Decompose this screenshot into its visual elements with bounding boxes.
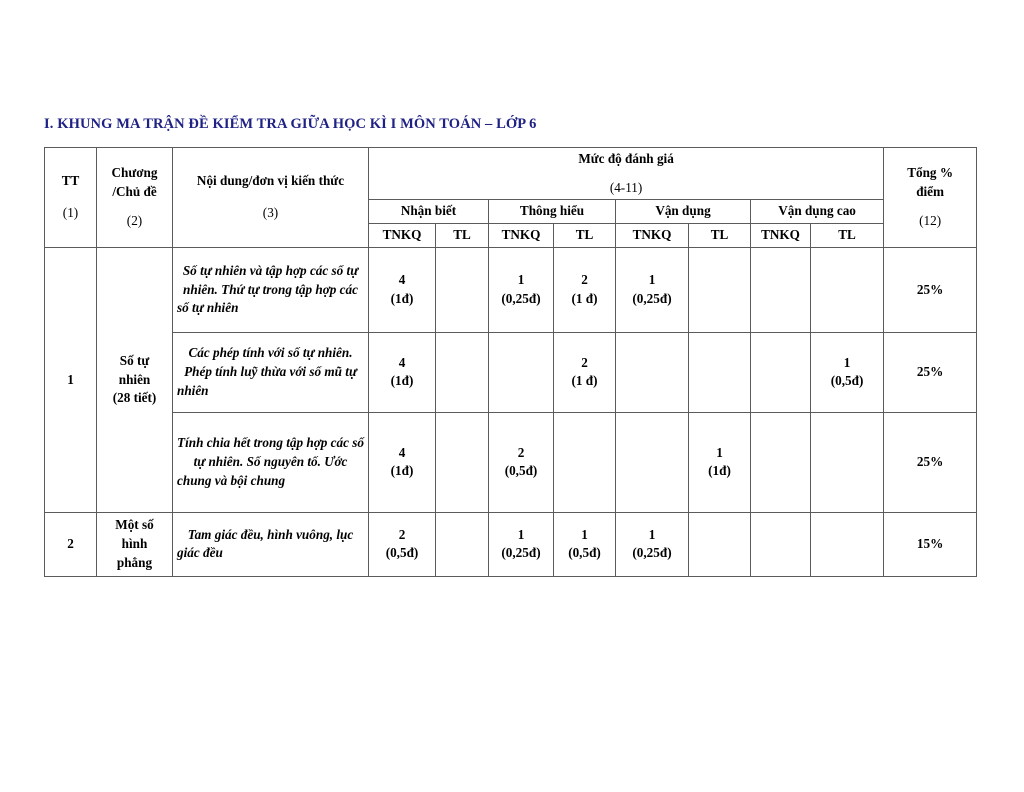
header-level-group-label: Mức độ đánh giá bbox=[578, 151, 674, 166]
row-1-cell-6 bbox=[751, 247, 811, 332]
row-2-cell-3-count: 2 bbox=[581, 354, 588, 370]
row-chapter-1 bbox=[97, 247, 173, 512]
row-3-cell-3 bbox=[554, 412, 616, 512]
row-4-cell-4-points: (0,25đ) bbox=[632, 545, 672, 561]
table-row bbox=[45, 412, 977, 512]
row-1-cell-3-count: 2 bbox=[581, 272, 588, 288]
row-content-2: Các phép tính với số tự nhiên. Phép tính luỹ thừa với số mũ tự nhiên bbox=[173, 332, 369, 412]
row-chapter-1-line1: Số tự bbox=[119, 352, 150, 368]
row-chapter-4-line3: phẳng bbox=[116, 554, 153, 570]
row-2-cell-0-points: (1đ) bbox=[390, 373, 414, 389]
row-3-percent: 25% bbox=[884, 412, 977, 512]
row-4-cell-4 bbox=[616, 512, 689, 576]
row-2-cell-0-count: 4 bbox=[398, 354, 406, 370]
row-content-1: Số tự nhiên và tập hợp các số tự nhiên. Thứ tự trong tập hợp các số tự nhiên bbox=[173, 247, 369, 332]
header-qtype-6: TNKQ bbox=[751, 224, 811, 248]
header-qtype-0: TNKQ bbox=[369, 224, 436, 248]
header-chapter-index: (2) bbox=[126, 212, 143, 228]
header-total-index: (12) bbox=[919, 212, 942, 228]
header-qtype-4: TNKQ bbox=[616, 224, 689, 248]
row-2-cell-0 bbox=[369, 332, 436, 412]
row-tt-4: 2 bbox=[45, 512, 97, 576]
row-1-percent: 25% bbox=[884, 247, 977, 332]
header-content-index: (3) bbox=[262, 205, 279, 221]
row-3-cell-6 bbox=[751, 412, 811, 512]
row-1-cell-3 bbox=[554, 247, 616, 332]
row-1-cell-7 bbox=[811, 247, 884, 332]
row-4-cell-6 bbox=[751, 512, 811, 576]
row-3-cell-2-count: 2 bbox=[517, 444, 525, 460]
row-3-cell-0 bbox=[369, 412, 436, 512]
row-2-cell-4 bbox=[616, 332, 689, 412]
row-1-cell-4-points: (0,25đ) bbox=[632, 290, 672, 306]
row-content-4: Tam giác đều, hình vuông, lục giác đều bbox=[173, 512, 369, 576]
row-chapter-4-line1: Một số bbox=[115, 517, 154, 533]
row-1-cell-2 bbox=[489, 247, 554, 332]
row-4-cell-2-count: 1 bbox=[517, 526, 525, 542]
row-4-cell-0-points: (0,5đ) bbox=[385, 545, 419, 561]
row-4-cell-3 bbox=[554, 512, 616, 576]
row-2-cell-7-points: (0,5đ) bbox=[830, 373, 864, 389]
header-level-group-index: (4-11) bbox=[609, 179, 643, 195]
row-1-cell-0-points: (1đ) bbox=[390, 290, 414, 306]
row-3-cell-4 bbox=[616, 412, 689, 512]
row-chapter-1-line3: (28 tiết) bbox=[112, 390, 157, 406]
header-total-percent bbox=[884, 148, 977, 248]
header-qtype-7: TL bbox=[811, 224, 884, 248]
row-1-cell-0 bbox=[369, 247, 436, 332]
row-1-cell-2-count: 1 bbox=[517, 272, 525, 288]
header-level-thong-hieu: Thông hiểu bbox=[489, 200, 616, 224]
row-1-cell-3-points: (1 đ) bbox=[571, 290, 598, 306]
row-1-cell-1 bbox=[436, 247, 489, 332]
row-1-cell-5 bbox=[689, 247, 751, 332]
row-2-cell-3-points: (1 đ) bbox=[571, 373, 598, 389]
row-2-cell-5 bbox=[689, 332, 751, 412]
header-chapter-line2: /Chủ đề bbox=[112, 184, 157, 200]
header-qtype-3: TL bbox=[554, 224, 616, 248]
row-3-cell-0-points: (1đ) bbox=[390, 463, 414, 479]
row-tt-1: 1 bbox=[45, 247, 97, 512]
row-2-percent: 25% bbox=[884, 332, 977, 412]
row-2-cell-3 bbox=[554, 332, 616, 412]
row-4-percent: 15% bbox=[884, 512, 977, 576]
row-4-cell-1 bbox=[436, 512, 489, 576]
table-row bbox=[45, 512, 977, 576]
header-level-nhan-biet: Nhận biết bbox=[369, 200, 489, 224]
row-4-cell-3-count: 1 bbox=[581, 526, 588, 542]
header-tt-index: (1) bbox=[62, 205, 79, 221]
row-3-cell-1 bbox=[436, 412, 489, 512]
header-content-label: Nội dung/đơn vị kiến thức bbox=[196, 172, 345, 188]
header-level-group bbox=[369, 148, 884, 200]
header-qtype-2: TNKQ bbox=[489, 224, 554, 248]
row-1-cell-4 bbox=[616, 247, 689, 332]
table-row bbox=[45, 247, 977, 332]
row-4-cell-3-points: (0,5đ) bbox=[568, 545, 601, 561]
row-3-cell-2 bbox=[489, 412, 554, 512]
row-chapter-4-line2: hình bbox=[121, 536, 148, 552]
row-1-cell-0-count: 4 bbox=[398, 272, 406, 288]
row-2-cell-6 bbox=[751, 332, 811, 412]
row-4-cell-2 bbox=[489, 512, 554, 576]
row-3-cell-0-count: 4 bbox=[398, 444, 406, 460]
row-chapter-4 bbox=[97, 512, 173, 576]
row-2-cell-7-count: 1 bbox=[843, 354, 851, 370]
row-chapter-1-line2: nhiên bbox=[118, 371, 151, 387]
header-content bbox=[173, 148, 369, 248]
row-1-cell-2-points: (0,25đ) bbox=[501, 290, 541, 306]
header-chapter bbox=[97, 148, 173, 248]
row-4-cell-7 bbox=[811, 512, 884, 576]
row-4-cell-0 bbox=[369, 512, 436, 576]
header-total-line2: điểm bbox=[916, 184, 945, 200]
row-content-3: Tính chia hết trong tập hợp các số tự nhiên. Số nguyên tố. Ước chung và bội chung bbox=[173, 412, 369, 512]
row-4-cell-4-count: 1 bbox=[648, 526, 656, 542]
header-tt bbox=[45, 148, 97, 248]
header-chapter-line1: Chương bbox=[111, 165, 158, 181]
header-qtype-5: TL bbox=[689, 224, 751, 248]
exam-matrix-table bbox=[44, 147, 977, 577]
row-2-cell-1 bbox=[436, 332, 489, 412]
row-4-cell-2-points: (0,25đ) bbox=[501, 545, 541, 561]
header-level-van-dung-cao: Vận dụng cao bbox=[751, 200, 884, 224]
header-level-van-dung: Vận dụng bbox=[616, 200, 751, 224]
row-1-cell-4-count: 1 bbox=[648, 272, 656, 288]
header-total-line1: Tổng % bbox=[907, 165, 954, 181]
page-title: I. KHUNG MA TRẬN ĐỀ KIỂM TRA GIỮA HỌC KÌ I MÔN TOÁN – LỚP 6 bbox=[44, 116, 537, 132]
row-2-cell-7 bbox=[811, 332, 884, 412]
row-4-cell-5 bbox=[689, 512, 751, 576]
row-4-cell-0-count: 2 bbox=[398, 526, 406, 542]
table-header-row-1 bbox=[45, 148, 977, 200]
row-3-cell-5 bbox=[689, 412, 751, 512]
header-qtype-1: TL bbox=[436, 224, 489, 248]
row-3-cell-7 bbox=[811, 412, 884, 512]
row-3-cell-2-points: (0,5đ) bbox=[504, 463, 538, 479]
row-3-cell-5-count: 1 bbox=[716, 444, 723, 460]
table-row bbox=[45, 332, 977, 412]
row-2-cell-2 bbox=[489, 332, 554, 412]
row-3-cell-5-points: (1đ) bbox=[708, 463, 731, 479]
header-tt-label: TT bbox=[61, 172, 80, 188]
